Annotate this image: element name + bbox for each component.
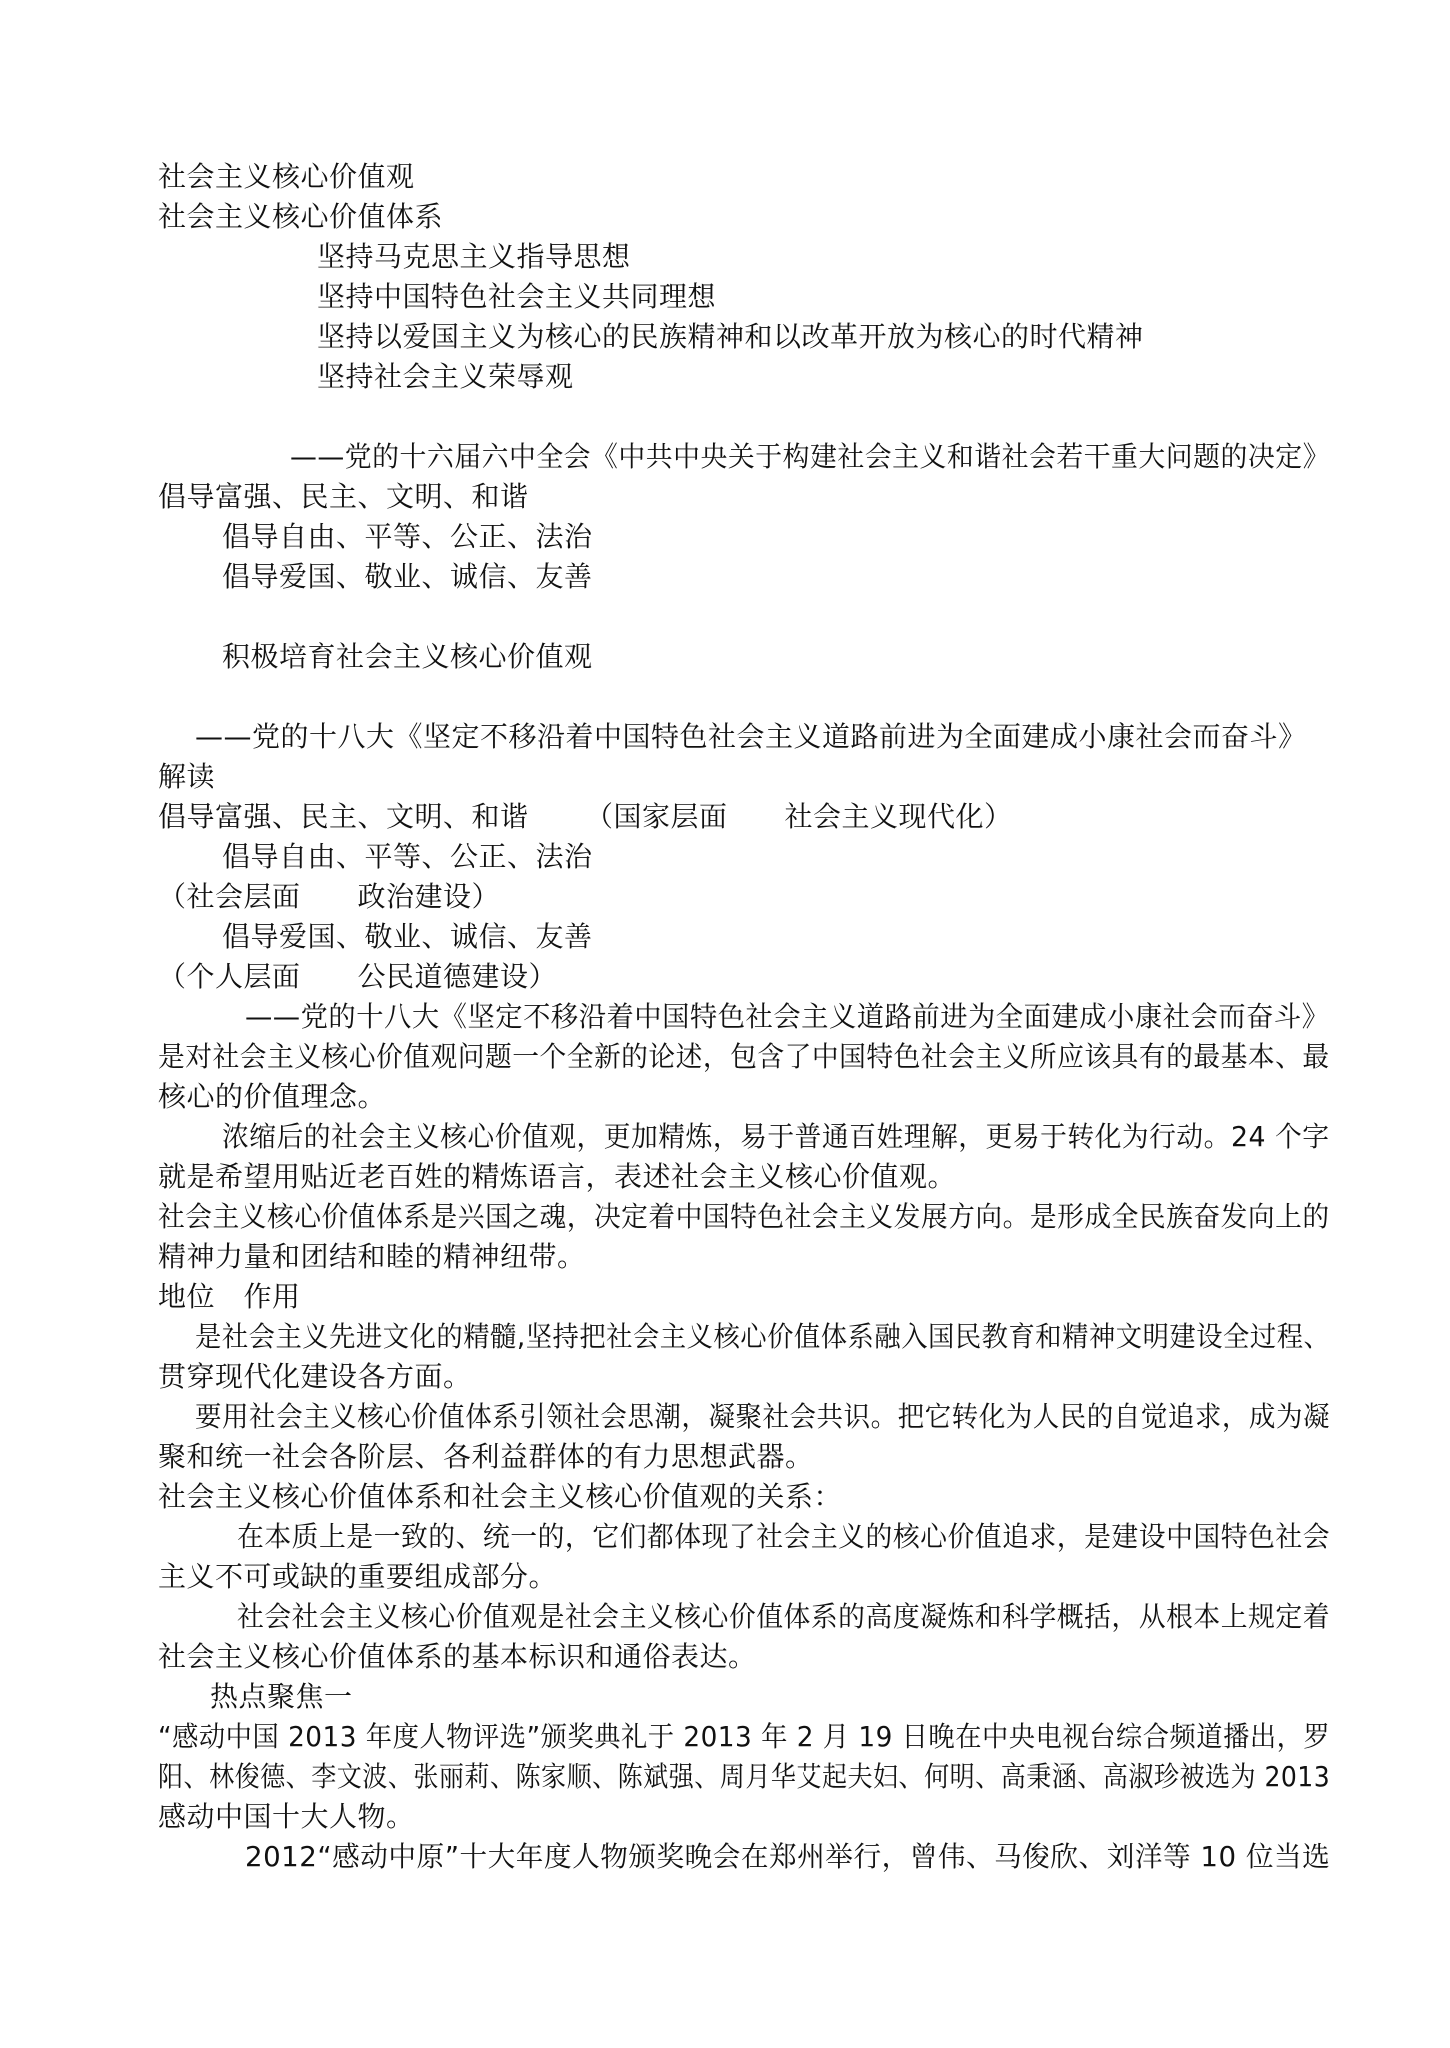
section-label-relationship: 社会主义核心价值体系和社会主义核心价值观的关系： xyxy=(158,1480,843,1513)
paragraph-line: 阳、林俊德、李文波、张丽莉、陈家顺、陈斌强、周月华艾起夫妇、何明、高秉涵、高淑珍被选为 2013 xyxy=(158,1760,1331,1793)
paragraph-line: 社会社会主义核心价值观是社会主义核心价值体系的高度凝炼和科学概括，从根本上规定着 xyxy=(237,1600,1331,1633)
value-line: 倡导富强、民主、文明、和谐 xyxy=(158,480,529,513)
value-level-note: （个人层面 公民道德建设） xyxy=(158,960,558,993)
value-line: 倡导自由、平等、公正、法治 xyxy=(222,840,593,873)
section-label-interpretation: 解读 xyxy=(158,760,216,793)
source-citation: ——党的十八大《坚定不移沿着中国特色社会主义道路前进为全面建成小康社会而奋斗》 xyxy=(245,1000,1330,1033)
value-line: 倡导自由、平等、公正、法治 xyxy=(222,520,593,553)
paragraph-line: 贯穿现代化建设各方面。 xyxy=(158,1360,472,1393)
paragraph-line: 就是希望用贴近老百姓的精炼语言，表述社会主义核心价值观。 xyxy=(158,1160,957,1193)
value-level-note: （国家层面 社会主义现代化） xyxy=(585,800,1013,833)
paragraph-line: 感动中国十大人物。 xyxy=(158,1800,415,1833)
paragraph-line: 是社会主义先进文化的精髓,坚持把社会主义核心价值体系融入国民教育和精神文明建设全过程、 xyxy=(195,1320,1331,1353)
paragraph-line: 社会主义核心价值体系的基本标识和通俗表达。 xyxy=(158,1640,757,1673)
system-item: 坚持中国特色社会主义共同理想 xyxy=(317,280,717,313)
cultivate-line: 积极培育社会主义核心价值观 xyxy=(222,640,593,673)
paragraph-line: 要用社会主义核心价值体系引领社会思潮，凝聚社会共识。把它转化为人民的自觉追求，成为凝 xyxy=(195,1400,1331,1433)
paragraph-line: 聚和统一社会各阶层、各利益群体的有力思想武器。 xyxy=(158,1440,814,1473)
paragraph-line: 精神力量和团结和睦的精神纽带。 xyxy=(158,1240,586,1273)
paragraph-line: 核心的价值理念。 xyxy=(158,1080,387,1113)
paragraph-line: 在本质上是一致的、统一的，它们都体现了社会主义的核心价值追求，是建设中国特色社会 xyxy=(237,1520,1331,1553)
paragraph-line: 浓缩后的社会主义核心价值观，更加精炼，易于普通百姓理解，更易于转化为行动。24 个字 xyxy=(222,1120,1330,1153)
system-item: 坚持马克思主义指导思想 xyxy=(317,240,631,273)
system-item: 坚持以爱国主义为核心的民族精神和以改革开放为核心的时代精神 xyxy=(317,320,1144,353)
value-level-note: （社会层面 政治建设） xyxy=(158,880,501,913)
source-citation: ——党的十六届六中全会《中共中央关于构建社会主义和谐社会若干重大问题的决定》 xyxy=(290,440,1331,473)
heading-core-value-system: 社会主义核心价值体系 xyxy=(158,200,444,233)
section-label-hot-topic: 热点聚焦一 xyxy=(210,1680,353,1713)
paragraph-line: 社会主义核心价值体系是兴国之魂，决定着中国特色社会主义发展方向。是形成全民族奋发向上的 xyxy=(158,1200,1330,1233)
heading-core-values: 社会主义核心价值观 xyxy=(158,160,415,193)
system-item: 坚持社会主义荣辱观 xyxy=(317,360,574,393)
paragraph-line: 是对社会主义核心价值观问题一个全新的论述，包含了中国特色社会主义所应该具有的最基本、最 xyxy=(158,1040,1330,1073)
section-label-status-role: 地位 作用 xyxy=(158,1280,301,1313)
paragraph-line: 主义不可或缺的重要组成部分。 xyxy=(158,1560,558,1593)
source-citation: ——党的十八大《坚定不移沿着中国特色社会主义道路前进为全面建成小康社会而奋斗》 xyxy=(195,720,1307,753)
paragraph-line: “感动中国 2013 年度人物评选”颁奖典礼于 2013 年 2 月 19 日晚在中央电视台综合频道播出，罗 xyxy=(158,1720,1331,1753)
paragraph-line: 2012“感动中原”十大年度人物颁奖晚会在郑州举行，曾伟、马俊欣、刘洋等 10 位当选 xyxy=(245,1840,1331,1873)
value-line: 倡导爱国、敬业、诚信、友善 xyxy=(222,560,593,593)
value-line: 倡导富强、民主、文明、和谐 xyxy=(158,800,529,833)
value-line: 倡导爱国、敬业、诚信、友善 xyxy=(222,920,593,953)
